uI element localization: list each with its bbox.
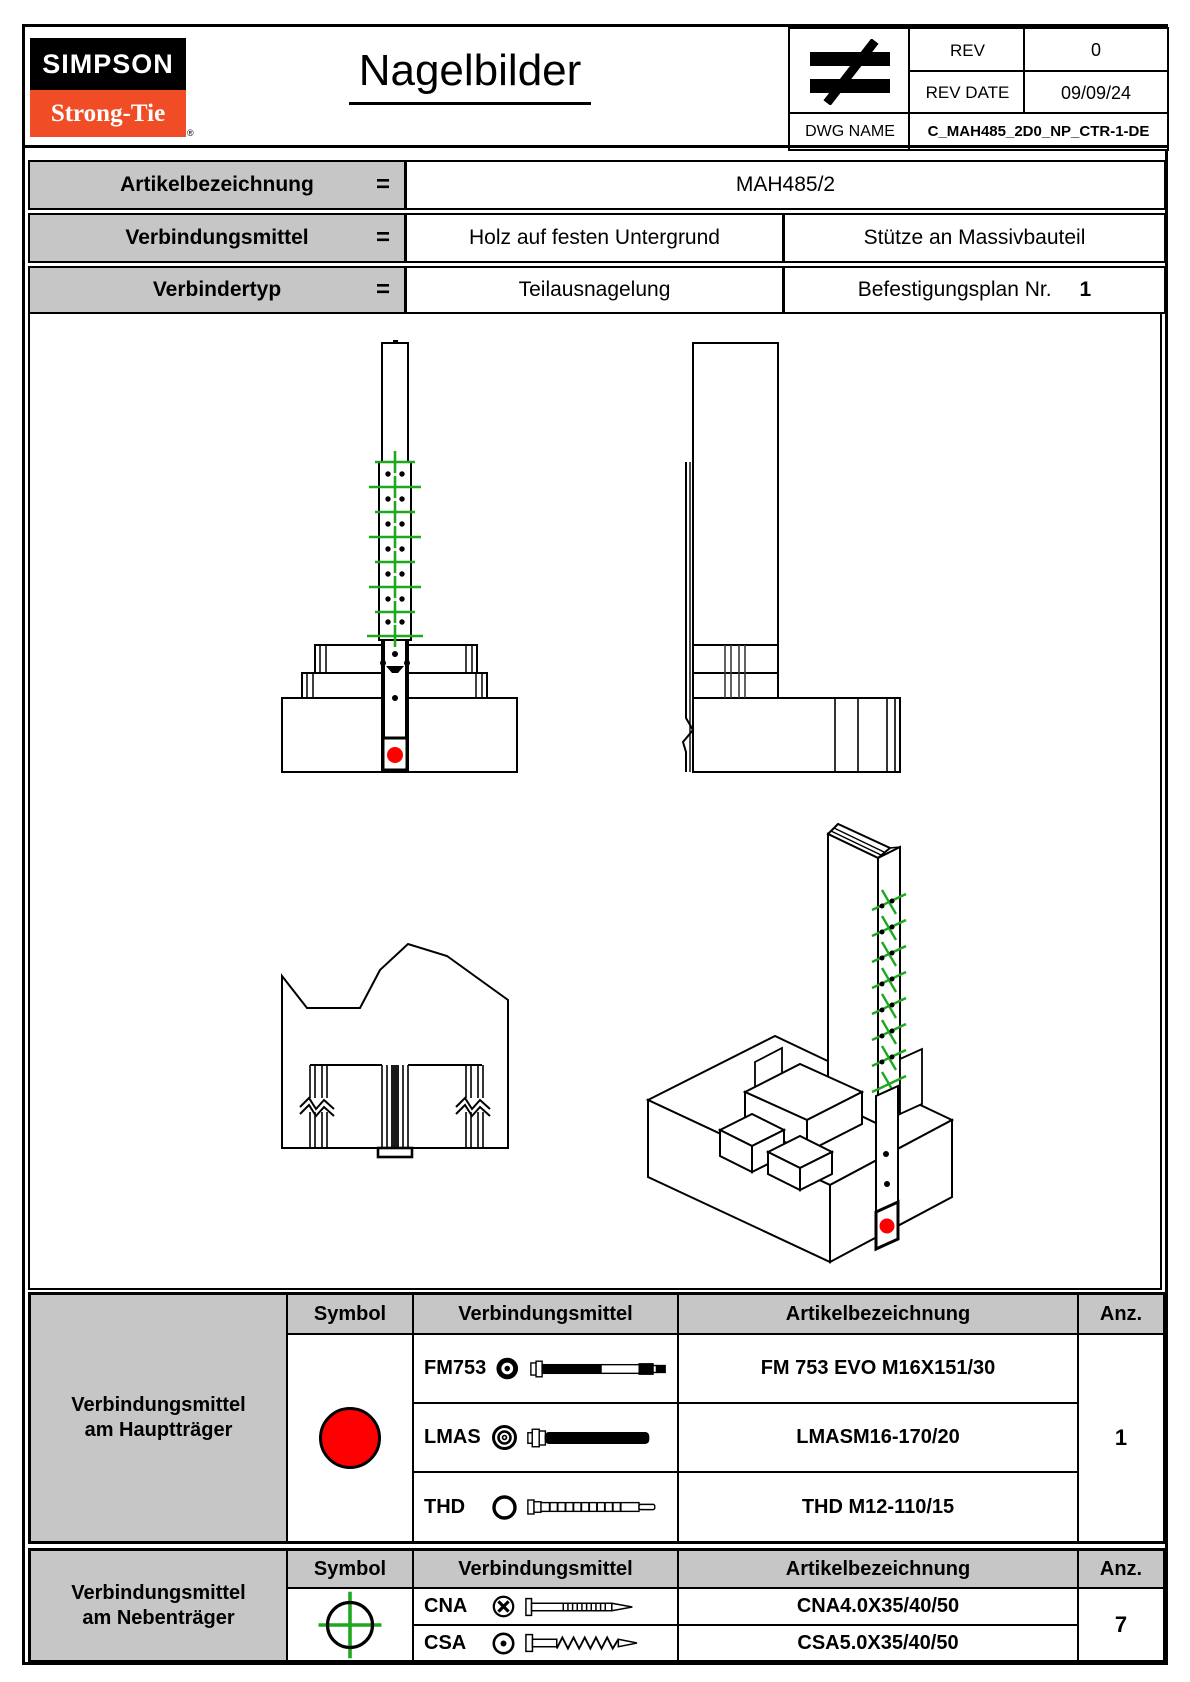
secondary-member-qty-cell: 7 [1078,1588,1164,1661]
header-divider [22,145,1168,148]
fastening-type-value: Holz auf festen Untergrund [407,215,785,261]
drawing-area [28,312,1162,1290]
section-view-drawing [282,944,508,1157]
lmas-bolt-icon [527,1425,667,1451]
main-member-fastener-table [28,1292,1166,1544]
article-cell: LMASM16-170/20 [678,1403,1078,1472]
column-header-qty: Anz. [1078,1550,1164,1588]
front-view-drawing [282,340,517,772]
article-cell: CNA4.0X35/40/50 [678,1588,1078,1625]
page-title: Nagelbilder [150,46,790,105]
info-label: Verbindungsmittel = [30,215,407,261]
article-cell: THD M12-110/15 [678,1472,1078,1542]
fastener-cell-lmas: LMAS [413,1403,678,1472]
dwg-name-value-cell: C_MAH485_2D0_NP_CTR-1-DE [908,112,1169,151]
rev-value-cell: 0 [1023,27,1169,74]
csa-screw-icon [525,1631,665,1655]
info-row-artikelbezeichnung [28,160,1166,210]
technical-drawing [30,314,1160,1288]
fastener-cell-csa: CSA [413,1625,678,1661]
info-row-verbindertyp [28,266,1166,314]
fastener-cell-thd: THD [413,1472,678,1542]
cna-end-icon [491,1594,516,1619]
plan-number: 1 [1079,278,1092,301]
thd-rod-icon [527,1494,667,1520]
secondary-member-symbol-cell [287,1588,413,1661]
rev-date-label-cell: REV DATE [908,70,1027,116]
red-circle-symbol-icon [319,1407,381,1469]
rev-label-cell: REV [908,27,1027,74]
equals-sign: = [375,224,390,251]
column-header-fastener: Verbindungsmittel [413,1294,678,1334]
info-row-verbindungsmittel [28,213,1166,263]
fastener-cell-cna: CNA [413,1588,678,1625]
projection-symbol-cell [788,27,912,116]
main-member-qty-cell: 1 [1078,1334,1164,1542]
article-designation-value: MAH485/2 [735,173,836,196]
article-cell: CSA5.0X35/40/50 [678,1625,1078,1661]
equals-sign: = [375,171,390,198]
dwg-name-label-cell: DWG NAME [788,112,912,151]
column-header-article: Artikelbezeichnung [678,1294,1078,1334]
fastening-plan-cell: Befestigungsplan Nr. 1 [857,278,1092,301]
article-cell: FM 753 EVO M16X151/30 [678,1334,1078,1403]
column-header-article: Artikelbezeichnung [678,1550,1078,1588]
table-row-label: Verbindungsmittel am Nebenträger [30,1550,287,1661]
info-label: Artikelbezeichnung = [30,162,407,208]
lmas-end-icon [491,1424,518,1451]
side-view-drawing [683,343,900,772]
logo-text-strongtie: Strong-Tie [50,99,166,127]
column-header-fastener: Verbindungsmittel [413,1550,678,1588]
application-value: Stütze an Massivbauteil [863,226,1086,249]
isometric-view-drawing [648,824,952,1262]
thd-end-icon [491,1494,518,1521]
connector-type-value: Teilausnagelung [407,268,785,312]
fastener-cell-fm753: FM753 [413,1334,678,1403]
info-label: Verbindertyp = [30,268,407,312]
logo-text-simpson: SIMPSON [42,48,174,79]
secondary-member-fastener-table [28,1548,1166,1663]
column-header-symbol: Symbol [287,1294,413,1334]
green-crosshair-symbol-icon [314,1589,386,1661]
main-member-symbol-cell [287,1334,413,1542]
fm753-bolt-icon [530,1356,677,1382]
table-row-label: Verbindungsmittel am Hauptträger [30,1294,287,1542]
rev-date-value-cell: 09/09/24 [1023,70,1169,116]
registered-mark: ® [187,128,194,138]
column-header-qty: Anz. [1078,1294,1164,1334]
equals-sign: = [375,276,390,303]
fm753-end-icon [494,1355,521,1382]
csa-end-icon [491,1631,516,1656]
projection-symbol-icon [802,39,898,105]
cna-nail-icon [525,1595,665,1619]
column-header-symbol: Symbol [287,1550,413,1588]
